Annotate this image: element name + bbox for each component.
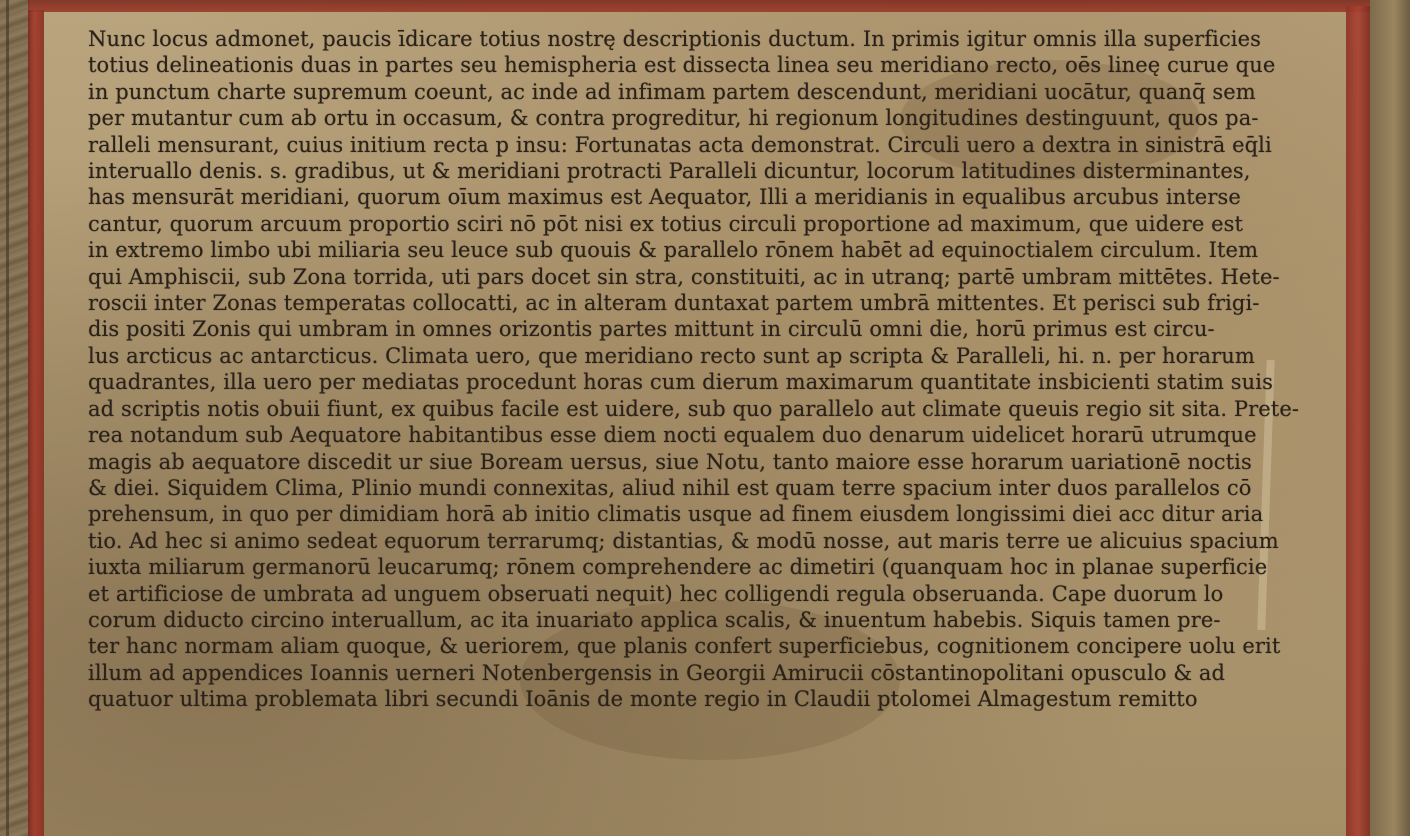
top-red-border	[28, 0, 1370, 12]
text-line: in punctum charte supremum coeunt, ac inde ad infimam partem descendunt, meridiani uocātur, quanq̄ sem	[88, 79, 1256, 104]
left-binding-edge	[0, 0, 30, 836]
text-line: corum diducto circino interuallum, ac ita inuariato applica scalis, & inuentum habebis. Siquis tamen pre-	[88, 607, 1221, 632]
text-line: ralleli mensurant, cuius initium recta p insu: Fortunatas acta demonstrat. Circuli uero a dextra in sinistrā eq̄li	[88, 132, 1272, 157]
text-line: cantur, quorum arcuum proportio sciri nō pōt nisi ex totius circuli proportione ad maximum, que uidere est	[88, 211, 1244, 236]
text-line: interuallo denis. s. gradibus, ut & meridiani protracti Paralleli dicuntur, locorum latitudines disterminantes,	[88, 159, 1251, 184]
text-line: qui Amphiscii, sub Zona torrida, uti pars docet sin stra, constituiti, ac in utranq; partē umbram mittētes. Hete-	[88, 264, 1280, 289]
text-line: et artificiose de umbrata ad unguem obseruati nequit) hec colligendi regula obseruanda. Cape duorum lo	[88, 581, 1224, 606]
text-line: prehensum, in quo per dimidiam horā ab initio climatis usque ad finem eiusdem longissimi diei acc ditur aria	[88, 502, 1264, 527]
text-line: rea notandum sub Aequatore habitantibus esse diem nocti equalem duo denarum uidelicet horarū utrumque	[88, 423, 1257, 448]
text-line: quatuor ultima problemata libri secundi Ioānis de monte regio in Claudii ptolomei Almagestum remitto	[88, 687, 1198, 712]
left-red-border	[28, 10, 44, 836]
text-line: & diei. Siquidem Clima, Plinio mundi connexitas, aliud nihil est quam terre spacium inter duos parallelos cō	[88, 475, 1252, 500]
latin-text-body	[88, 26, 1350, 834]
text-line: dis positi Zonis qui umbram in omnes orizontis partes mittunt in circulū omni die, horū primus est circu-	[88, 317, 1215, 342]
text-line: per mutantur cum ab ortu in occasum, & contra progreditur, hi regionum longitudines destinguunt, quos pa-	[88, 106, 1259, 131]
text-line: Nunc locus admonet, paucis īdicare totius nostrę descriptionis ductum. In primis igitur omnis illa superficies	[88, 27, 1262, 51]
text-line: roscii inter Zonas temperatas collocatti, ac in alteram duntaxat partem umbrā mittentes. Et perisci sub frigi-	[88, 291, 1260, 316]
text-line: iuxta miliarum germanorū leucarumq; rōnem comprehendere ac dimetiri (quanquam hoc in planae superficie	[88, 555, 1268, 580]
right-page-edge	[1370, 0, 1410, 836]
text-line: ter hanc normam aliam quoque, & ueriorem, que planis confert superficiebus, cognitionem concipere uolu erit	[88, 634, 1281, 659]
text-line: illum ad appendices Ioannis uerneri Notenbergensis in Georgii Amirucii cōstantinopolitani opusculo & ad	[88, 660, 1226, 685]
text-line: lus arcticus ac antarcticus. Climata uero, que meridiano recto sunt ap scripta & Paralleli, hi. n. per horarum	[88, 343, 1255, 368]
text-line: quadrantes, illa uero per mediatas procedunt horas cum dierum maximarum quantitate insbicienti statim suis	[88, 370, 1273, 395]
text-line: ad scriptis notis obuii fiunt, ex quibus facile est uidere, sub quo parallelo aut climate queuis regio sit sita. Prete-	[88, 396, 1300, 421]
text-line: magis ab aequatore discedit ur siue Boream uersus, siue Notu, tanto maiore esse horarum uariationē noctis	[88, 449, 1252, 474]
text-line: tio. Ad hec si animo sedeat equorum terrarumq; distantias, & modū nosse, aut maris terre ue alicuius spacium	[88, 528, 1279, 553]
text-line: in extremo limbo ubi miliaria seu leuce sub quouis & parallelo rōnem habēt ad equinoctialem circulum. Item	[88, 238, 1259, 263]
text-line: has mensurāt meridiani, quorum oīum maximus est Aequator, Illi a meridianis in equalibus arcubus interse	[88, 185, 1241, 210]
text-line: totius delineationis duas in partes seu hemispheria est dissecta linea seu meridiano recto, oēs lineę curue que	[88, 53, 1276, 78]
